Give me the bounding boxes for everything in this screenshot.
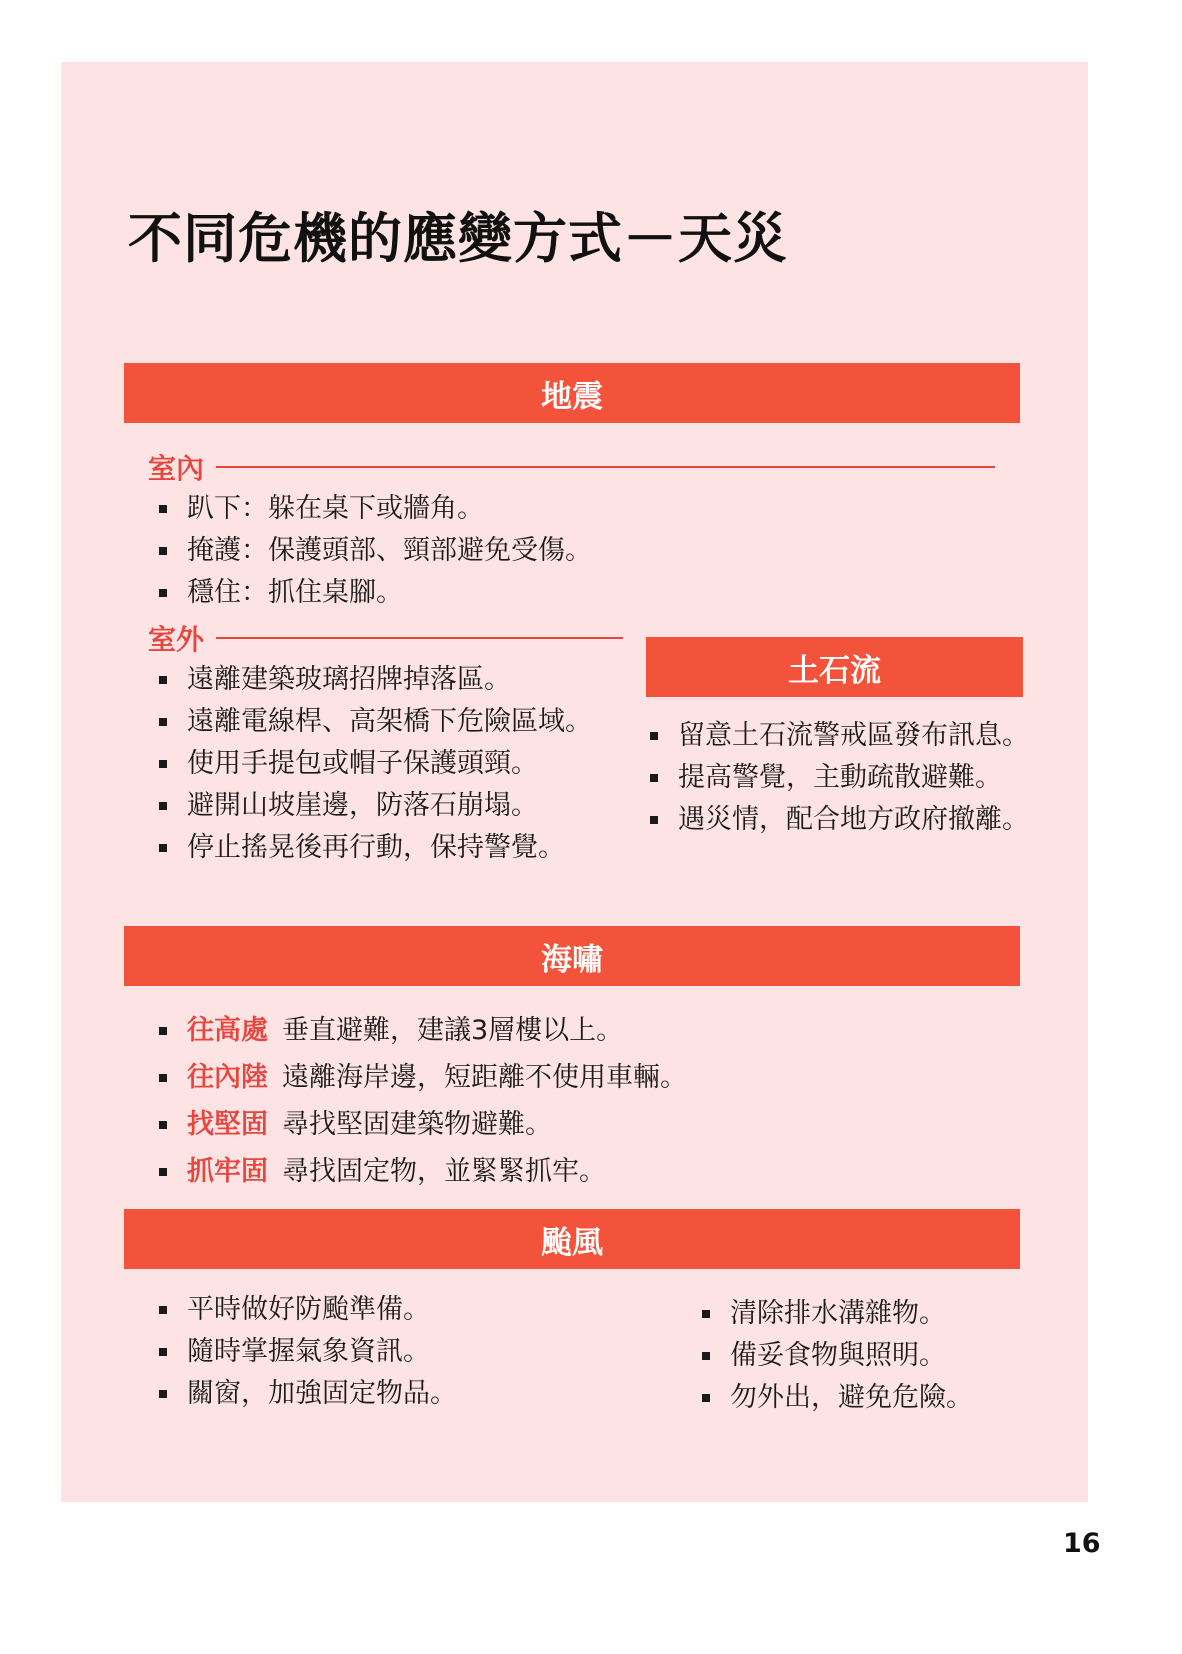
debris-flow-header: 土石流 (646, 637, 1023, 697)
list-item: 掩護：保護頭部、頸部避免受傷。 (155, 530, 592, 572)
list-item: 穩住：抓住桌腳。 (155, 572, 592, 614)
typhoon-header: 颱風 (124, 1209, 1020, 1269)
tsunami-text: 尋找固定物，並緊緊抓牢。 (282, 1156, 606, 1187)
page-title: 不同危機的應變方式－天災 (128, 207, 788, 270)
typhoon-right-list (698, 1293, 973, 1419)
list-item: 遠離建築玻璃招牌掉落區。 (155, 659, 592, 701)
list-item: 關窗，加強固定物品。 (155, 1373, 457, 1415)
tsunami-keyword: 往高處 (187, 1015, 268, 1046)
list-item: 清除排水溝雜物。 (698, 1293, 973, 1335)
list-item: 遠離電線桿、高架橋下危險區域。 (155, 701, 592, 743)
indoor-label: 室內 (148, 452, 205, 485)
list-item: 備妥食物與照明。 (698, 1335, 973, 1377)
tsunami-text: 尋找堅固建築物避難。 (282, 1109, 552, 1140)
list-item: 避開山坡崖邊，防落石崩塌。 (155, 785, 592, 827)
list-item: 趴下：躲在桌下或牆角。 (155, 488, 592, 530)
list-item (155, 1148, 687, 1195)
indoor-list (155, 488, 592, 614)
list-item: 遇災情，配合地方政府撤離。 (646, 799, 1029, 841)
list-item (155, 1054, 687, 1101)
tsunami-text: 垂直避難，建議3層樓以上。 (282, 1015, 624, 1046)
tsunami-text: 遠離海岸邊，短距離不使用車輛。 (282, 1062, 687, 1093)
list-item: 提高警覺，主動疏散避難。 (646, 757, 1029, 799)
list-item: 平時做好防颱準備。 (155, 1289, 457, 1331)
tsunami-keyword: 找堅固 (187, 1109, 268, 1140)
list-item: 停止搖晃後再行動，保持警覺。 (155, 827, 592, 869)
typhoon-left-list (155, 1289, 457, 1415)
tsunami-keyword: 往內陸 (187, 1062, 268, 1093)
outdoor-label: 室外 (148, 623, 205, 656)
outdoor-list (155, 659, 592, 869)
tsunami-header: 海嘯 (124, 926, 1020, 986)
tsunami-list (155, 1007, 687, 1195)
list-item (155, 1007, 687, 1054)
list-item: 隨時掌握氣象資訊。 (155, 1331, 457, 1373)
indoor-divider (216, 466, 995, 468)
list-item: 勿外出，避免危險。 (698, 1377, 973, 1419)
debris-flow-list (646, 715, 1029, 841)
page-number: 16 (1063, 1528, 1101, 1559)
outdoor-divider (216, 637, 623, 639)
tsunami-keyword: 抓牢固 (187, 1156, 268, 1187)
list-item: 留意土石流警戒區發布訊息。 (646, 715, 1029, 757)
earthquake-header: 地震 (124, 363, 1020, 423)
list-item: 使用手提包或帽子保護頭頸。 (155, 743, 592, 785)
list-item (155, 1101, 687, 1148)
